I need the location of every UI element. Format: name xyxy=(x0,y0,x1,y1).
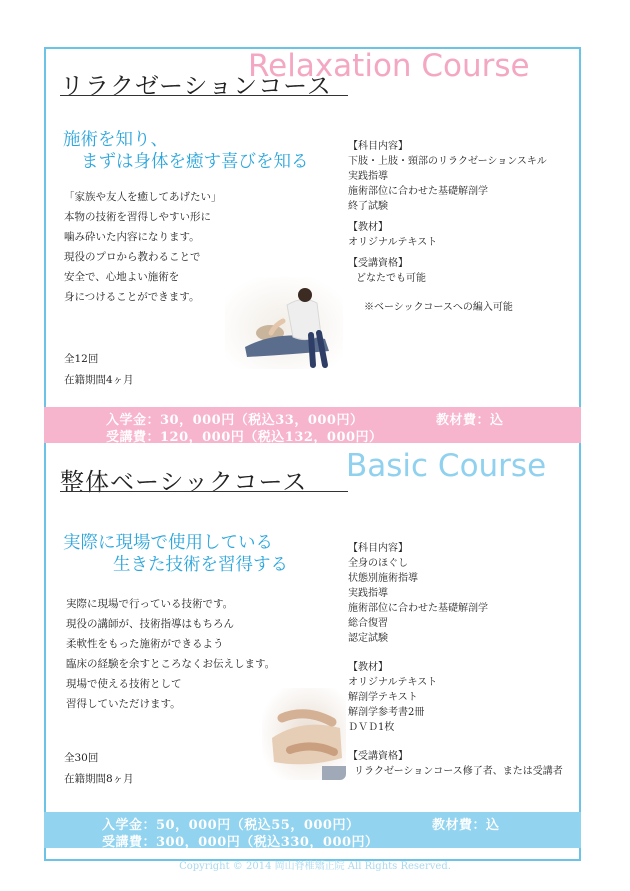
description-line: 柔軟性をもった施術ができるよう xyxy=(66,638,224,650)
basic-title: 整体ベーシックコース xyxy=(60,468,308,496)
description-line: 臨床の経験を余すところなくお伝えします。 xyxy=(66,658,276,670)
admission-fee: 入学金：30，000円（税込33，000円） xyxy=(106,413,364,428)
admission-fee: 入学金：50，000円（税込55，000円） xyxy=(102,818,360,833)
basic-title-en: Basic Course xyxy=(346,448,547,484)
description-line: 噛み砕いた内容になります。 xyxy=(64,231,200,243)
relaxation-title-underline xyxy=(60,95,348,96)
sessions-count: 全12回 xyxy=(64,353,99,365)
subject-item: 実践指導 xyxy=(348,171,388,182)
material-item: オリジナルテキスト xyxy=(348,677,438,688)
subject-item: 全身のほぐし xyxy=(348,558,408,569)
enrollment-period: 在籍期間8ヶ月 xyxy=(64,773,134,785)
materials-fee: 教材費：込 xyxy=(432,818,500,833)
description-line: 本物の技術を習得しやすい形に xyxy=(64,211,211,223)
basic-description xyxy=(66,594,275,714)
subject-item: 施術部位に合わせた基礎解剖学 xyxy=(348,186,488,197)
materials-heading: 【教材】 xyxy=(348,662,388,673)
material-item: オリジナルテキスト xyxy=(348,237,438,248)
subject-item: 下肢・上肢・頸部のリラクゼーションスキル xyxy=(348,156,547,167)
materials-heading: 【教材】 xyxy=(348,222,388,233)
qualification-item: どなたでも可能 xyxy=(356,273,426,284)
basic-catchphrase xyxy=(63,532,288,576)
relaxation-title-en: Relaxation Course xyxy=(248,48,530,84)
subject-item: 総合復習 xyxy=(348,618,388,629)
subject-item: 施術部位に合わせた基礎解剖学 xyxy=(348,603,488,614)
subject-item: 認定試験 xyxy=(348,633,388,644)
relaxation-title: リラクゼーションコース xyxy=(60,72,332,100)
subject-item: 実践指導 xyxy=(348,588,388,599)
subjects-heading: 【科目内容】 xyxy=(348,543,408,554)
qualification-heading: 【受講資格】 xyxy=(348,751,408,762)
material-item: 解剖学テキスト xyxy=(348,692,418,703)
subject-item: 終了試験 xyxy=(348,201,388,212)
basic-schedule xyxy=(64,748,134,790)
basic-price-bar xyxy=(44,812,581,848)
description-line: 実際に現場で行っている技術です。 xyxy=(66,598,234,610)
materials-fee: 教材費：込 xyxy=(436,413,504,428)
basic-title-underline xyxy=(60,491,348,492)
copyright-footer: Copyright © 2014 岡山脊椎矯正院 All Rights Reserved. xyxy=(179,861,451,872)
qualification-item: リラクゼーションコース修了者、または受講者 xyxy=(354,766,563,777)
basic-catch-line-2: 生きた技術を習得する xyxy=(113,555,288,575)
basic-course-info xyxy=(348,541,563,779)
basic-treatment-photo xyxy=(262,688,346,780)
description-line: 現役の講師が、技術指導はもちろん xyxy=(66,618,234,630)
relaxation-schedule xyxy=(64,349,134,391)
relaxation-course-info xyxy=(348,139,547,315)
subject-item: 状態別施術指導 xyxy=(348,573,418,584)
description-line: 「家族や友人を癒してあげたい」 xyxy=(64,191,222,203)
relaxation-treatment-photo xyxy=(225,277,343,369)
material-item: ＤＶＤ1枚 xyxy=(348,722,395,733)
relaxation-catch-line-2: まずは身体を癒す喜びを知る xyxy=(81,152,309,172)
enrollment-period: 在籍期間4ヶ月 xyxy=(64,374,134,386)
relaxation-catch-line-1: 施術を知り、 xyxy=(63,130,168,150)
sessions-count: 全30回 xyxy=(64,752,99,764)
description-line: 現場で使える技術として xyxy=(66,678,182,690)
transfer-note: ※ベーシックコースへの編入可能 xyxy=(364,302,513,313)
description-line: 現役のプロから教わることで xyxy=(64,251,201,263)
subjects-heading: 【科目内容】 xyxy=(348,141,408,152)
tuition-fee: 受講費：120，000円（税込132，000円） xyxy=(106,430,383,445)
description-line: 安全で、心地よい施術を xyxy=(64,271,180,283)
relaxation-price-bar xyxy=(44,407,581,443)
relaxation-description xyxy=(64,187,222,307)
relaxation-catchphrase xyxy=(63,129,309,173)
basic-catch-line-1: 実際に現場で使用している xyxy=(63,533,273,553)
description-line: 習得していただけます。 xyxy=(66,698,181,710)
qualification-heading: 【受講資格】 xyxy=(348,258,408,269)
description-line: 身につけることができます。 xyxy=(64,291,200,303)
material-item: 解剖学参考書2冊 xyxy=(348,707,425,718)
tuition-fee: 受講費：300，000円（税込330，000円） xyxy=(102,835,379,850)
